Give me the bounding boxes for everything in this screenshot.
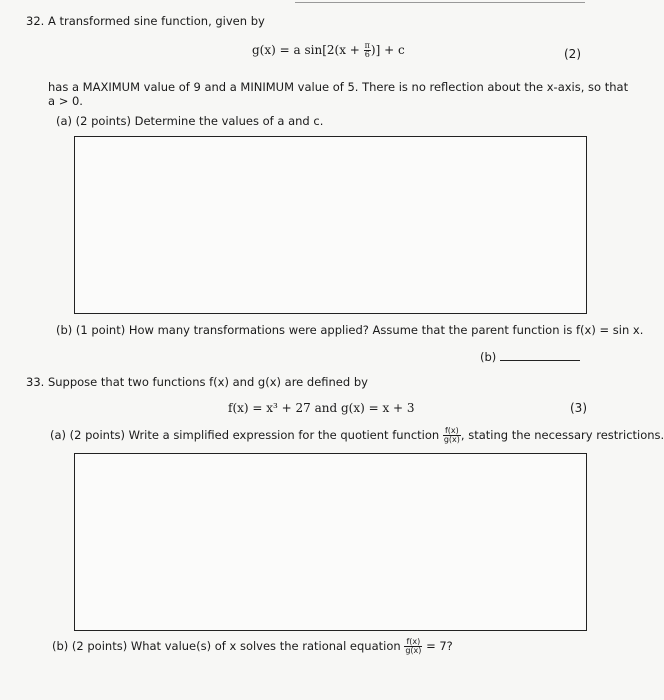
q32-equation-rhs: )] + c [370,43,405,57]
q33-part-b-text: (b) (2 points) What value(s) of x solves the rational equation [52,639,401,653]
q32b-answer-line [480,350,580,364]
q32-description-line1: has a MAXIMUM value of 9 and a MINIMUM value of 5. There is no reflection about the x-axis, so that [48,80,629,94]
q32-part-b: (b) (1 point) How many transformations were applied? Assume that the parent function is f(x) = sin x. [56,323,644,337]
q33-part-a-text: (a) (2 points) Write a simplified expression for the quotient function [50,428,440,442]
q32-description-line2: a > 0. [48,94,83,108]
q33a-frac-den: g(x) [443,435,460,444]
q33a-answer-box[interactable] [74,453,587,631]
q33a-frac-num: f(x) [443,427,461,436]
q33-part-a-post: , stating the necessary restrictions. [460,428,664,442]
q33-number: 33. [26,375,45,389]
q33b-frac-den: g(x) [405,646,422,655]
q33b-frac-num: f(x) [404,638,422,647]
q33-intro: Suppose that two functions f(x) and g(x) are defined by [47,375,368,389]
q33a-fraction [443,427,461,444]
q32a-answer-box[interactable] [74,136,587,314]
top-divider [295,2,585,3]
q33-part-a [50,427,664,444]
q32b-answer-blank[interactable] [500,351,580,361]
q32-number: 32. [26,14,45,28]
q32-header [26,14,265,28]
q32b-answer-label: (b) [480,350,497,364]
q33-header [26,375,368,389]
q33-part-b-post: = 7? [426,639,453,653]
q32-part-a: (a) (2 points) Determine the values of a and c. [56,114,324,128]
q32-frac-num: π [364,41,370,50]
q33-equation: f(x) = x³ + 27 and g(x) = x + 3 [228,401,415,415]
q32-intro: A transformed sine function, given by [47,14,265,28]
q32-equation-number: (2) [564,47,581,61]
q32-frac-den: 6 [364,50,370,59]
q33b-fraction [404,638,422,655]
q33-equation-number: (3) [570,401,587,415]
q32-equation [252,42,405,59]
q33-part-b [52,638,453,655]
q32-equation-lhs: g(x) = a sin[2(x + [252,43,364,57]
q32-equation-fraction [364,42,371,59]
